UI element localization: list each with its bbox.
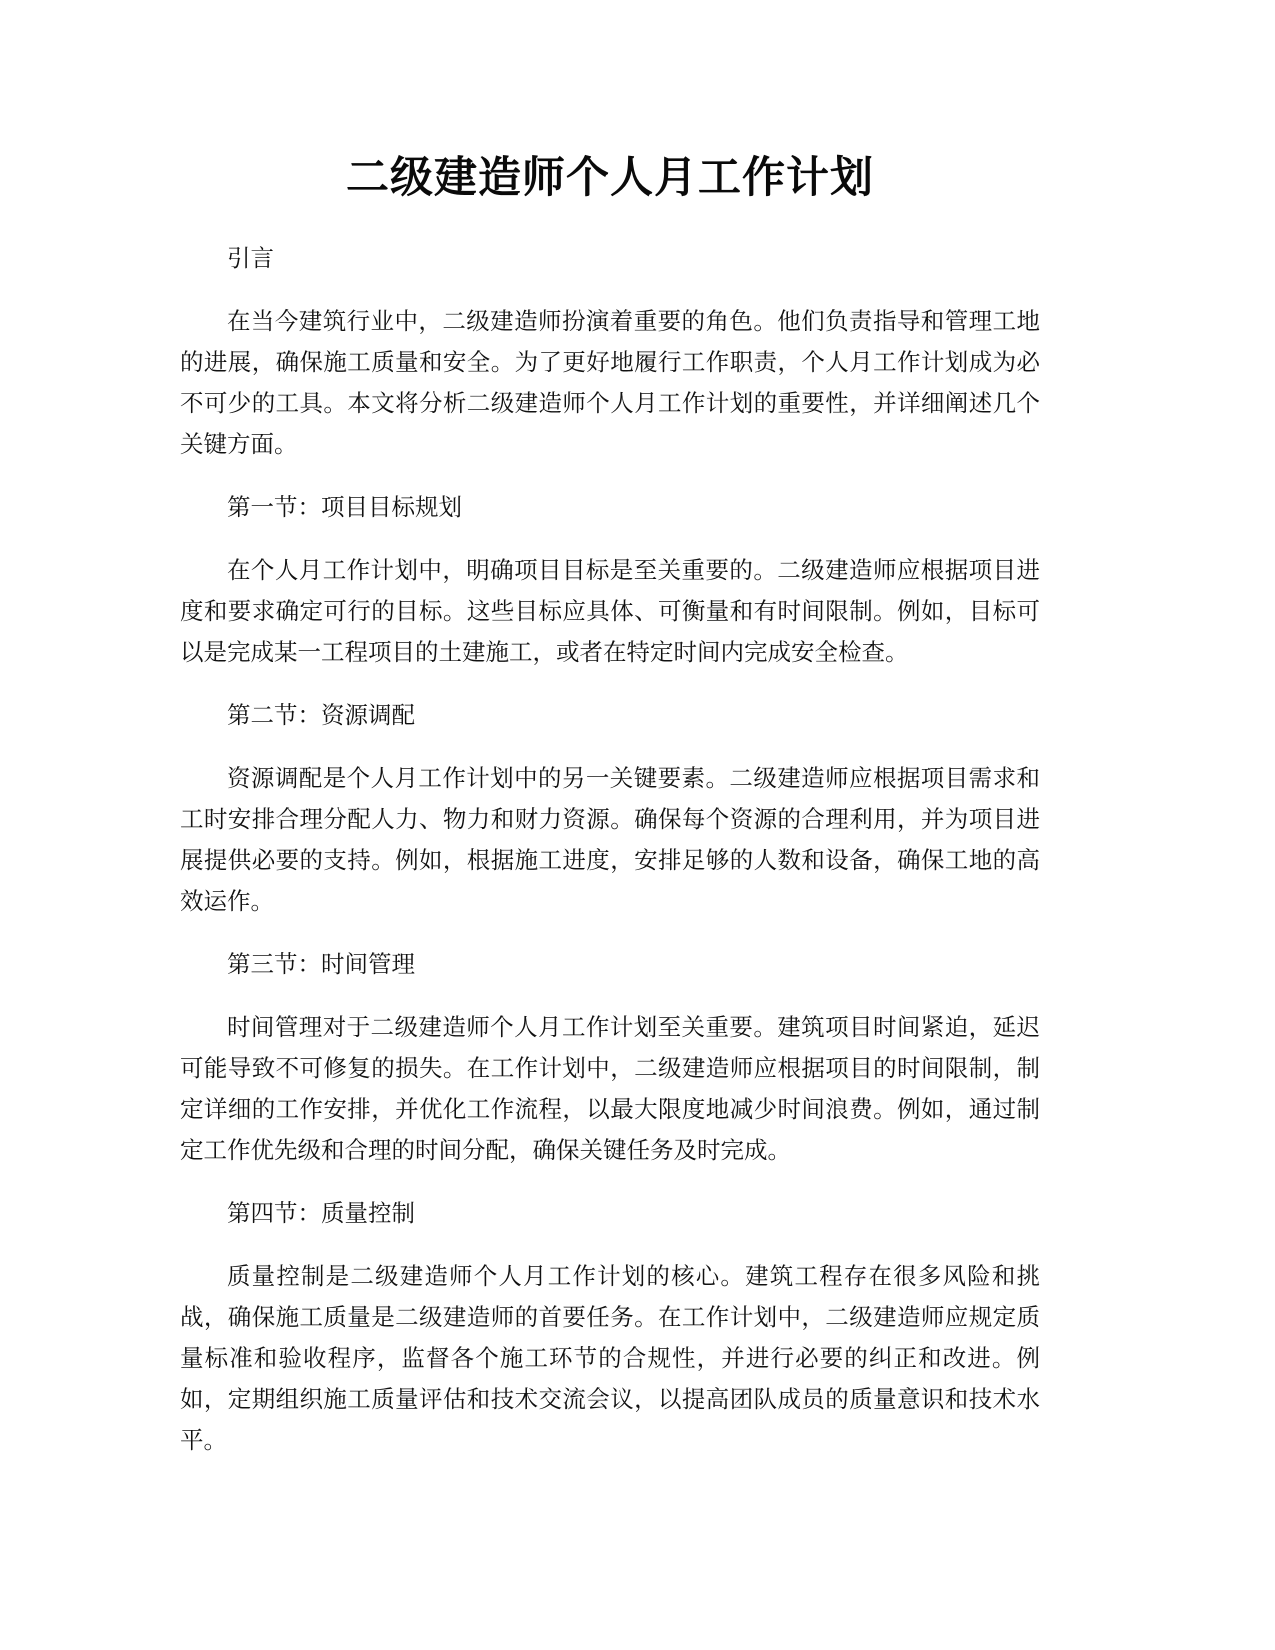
paragraph-4: 质量控制是二级建造师个人月工作计划的核心。建筑工程存在很多风险和挑战，确保施工质量是二级建造师的首要任务。在工作计划中，二级建造师应规定质量标准和验收程序，监督各个施工环节的合规性，并进行必要的纠正和改进。例如，定期组织施工质量评估和技术交流会议，以提高团队成员的质量意识和技术水平。 — [180, 1262, 1040, 1454]
paragraph-intro: 在当今建筑行业中，二级建造师扮演着重要的角色。他们负责指导和管理工地的进展，确保施工质量和安全。为了更好地履行工作职责，个人月工作计划成为必不可少的工具。本文将分析二级建造师个人月工作计划的重要性，并详细阐述几个关键方面。 — [180, 307, 1040, 458]
document-page — [180, 0, 1040, 1483]
section-heading-3: 第三节：时间管理 — [227, 950, 415, 978]
section-heading-4: 第四节：质量控制 — [227, 1199, 415, 1227]
section-heading-intro: 引言 — [227, 244, 274, 272]
section-heading-1: 第一节：项目目标规划 — [227, 493, 462, 521]
document-title: 二级建造师个人月工作计划 — [346, 153, 874, 203]
paragraph-2: 资源调配是个人月工作计划中的另一关键要素。二级建造师应根据项目需求和工时安排合理分配人力、物力和财力资源。确保每个资源的合理利用，并为项目进展提供必要的支持。例如，根据施工进度，安排足够的人数和设备，确保工地的高效运作。 — [180, 764, 1040, 915]
document-body — [180, 238, 1040, 1461]
section-heading-2: 第二节：资源调配 — [227, 701, 415, 729]
paragraph-3: 时间管理对于二级建造师个人月工作计划至关重要。建筑项目时间紧迫，延迟可能导致不可修复的损失。在工作计划中，二级建造师应根据项目的时间限制，制定详细的工作安排，并优化工作流程，以最大限度地减少时间浪费。例如，通过制定工作优先级和合理的时间分配，确保关键任务及时完成。 — [180, 1013, 1040, 1164]
paragraph-1: 在个人月工作计划中，明确项目目标是至关重要的。二级建造师应根据项目进度和要求确定可行的目标。这些目标应具体、可衡量和有时间限制。例如，目标可以是完成某一工程项目的土建施工，或者在特定时间内完成安全检查。 — [180, 556, 1040, 666]
